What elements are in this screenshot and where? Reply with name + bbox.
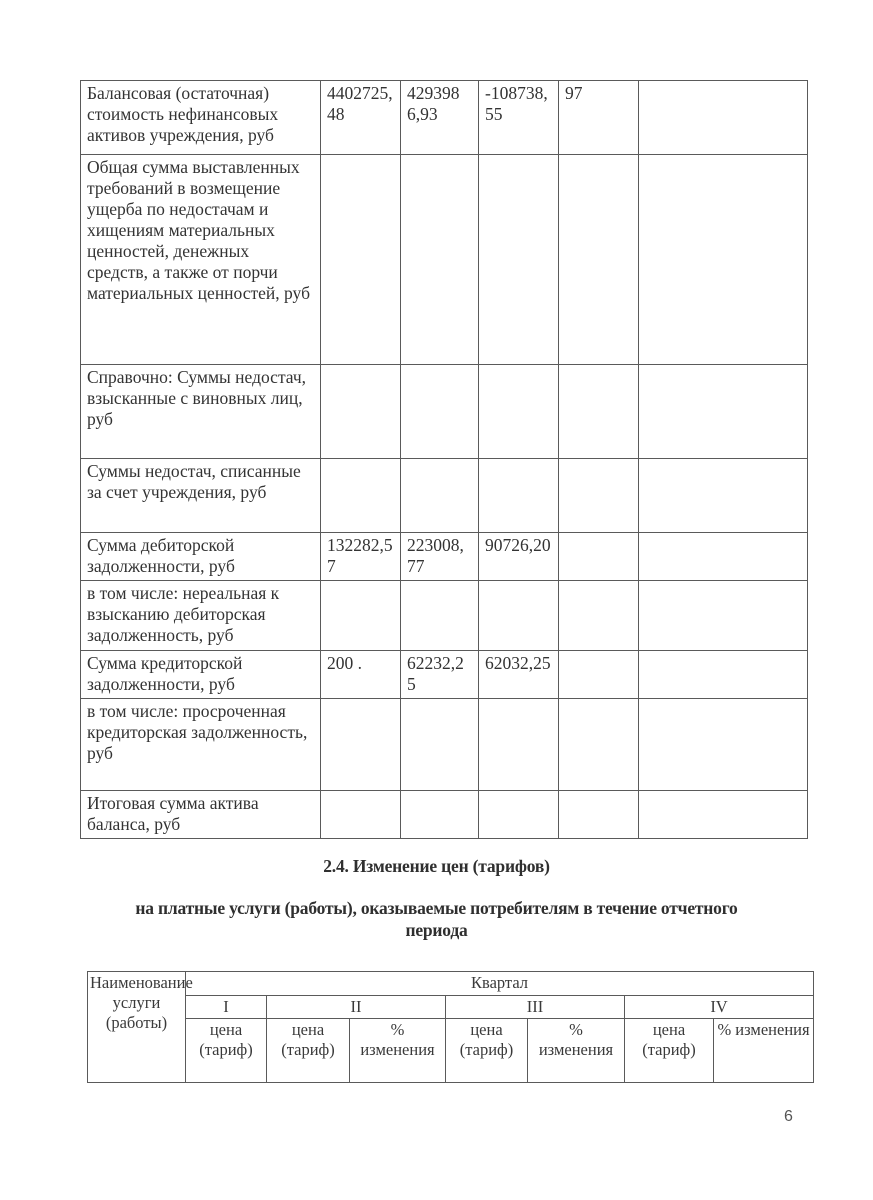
value-cell bbox=[479, 581, 559, 651]
row-label: в том числе: нереальная к взысканию дебиторская задолженность, руб bbox=[81, 581, 321, 651]
value-cell: 200 . bbox=[321, 651, 401, 699]
row-label: Суммы недостач, списанные за счет учреждения, руб bbox=[81, 459, 321, 533]
section-subtitle-line1: на платные услуги (работы), оказываемые потребителям в течение отчетного bbox=[135, 898, 738, 918]
row-label: Сумма кредиторской задолженности, руб bbox=[81, 651, 321, 699]
table-row bbox=[81, 533, 808, 581]
value-cell bbox=[559, 365, 639, 459]
value-cell: 4402725,48 bbox=[321, 81, 401, 155]
page-number: 6 bbox=[784, 1108, 793, 1125]
value-cell bbox=[559, 581, 639, 651]
quarter-header: Квартал bbox=[186, 972, 814, 996]
value-cell bbox=[639, 459, 808, 533]
table-row bbox=[81, 81, 808, 155]
value-cell: 62032,25 bbox=[479, 651, 559, 699]
row-label: в том числе: просроченная кредиторская задолженность, руб bbox=[81, 699, 321, 791]
value-cell bbox=[401, 459, 479, 533]
quarter-iii-header: III bbox=[446, 996, 625, 1019]
table-row bbox=[81, 699, 808, 791]
section-title: 2.4. Изменение цен (тарифов) bbox=[323, 856, 550, 876]
value-cell bbox=[639, 155, 808, 365]
value-cell bbox=[401, 791, 479, 839]
value-cell bbox=[321, 791, 401, 839]
table-row bbox=[81, 581, 808, 651]
row-label: Итоговая сумма актива баланса, руб bbox=[81, 791, 321, 839]
service-name-header: Наименование услуги (работы) bbox=[88, 972, 186, 1083]
row-label: Сумма дебиторской задолженности, руб bbox=[81, 533, 321, 581]
change-header: % изменения bbox=[528, 1019, 625, 1083]
value-cell bbox=[639, 365, 808, 459]
value-cell bbox=[639, 791, 808, 839]
value-cell bbox=[321, 155, 401, 365]
table-row bbox=[81, 365, 808, 459]
row-label: Справочно: Суммы недостач, взысканные с виновных лиц, руб bbox=[81, 365, 321, 459]
quarter-i-header: I bbox=[186, 996, 267, 1019]
value-cell: 223008,77 bbox=[401, 533, 479, 581]
value-cell bbox=[639, 533, 808, 581]
value-cell bbox=[639, 699, 808, 791]
value-cell: 62232,25 bbox=[401, 651, 479, 699]
value-cell bbox=[559, 155, 639, 365]
value-cell bbox=[401, 581, 479, 651]
value-cell bbox=[479, 365, 559, 459]
price-header: цена (тариф) bbox=[625, 1019, 714, 1083]
value-cell bbox=[559, 791, 639, 839]
value-cell bbox=[321, 699, 401, 791]
value-cell bbox=[639, 581, 808, 651]
value-cell: 90726,20 bbox=[479, 533, 559, 581]
value-cell bbox=[321, 581, 401, 651]
value-cell bbox=[639, 81, 808, 155]
value-cell bbox=[559, 651, 639, 699]
value-cell: 4293986,93 bbox=[401, 81, 479, 155]
table-row bbox=[81, 155, 808, 365]
value-cell bbox=[479, 699, 559, 791]
value-cell bbox=[479, 459, 559, 533]
value-cell bbox=[559, 459, 639, 533]
price-header: цена (тариф) bbox=[446, 1019, 528, 1083]
value-cell bbox=[479, 791, 559, 839]
row-label: Балансовая (остаточная) стоимость нефинансовых активов учреждения, руб bbox=[81, 81, 321, 155]
value-cell: -108738,55 bbox=[479, 81, 559, 155]
tariff-table bbox=[87, 971, 814, 1083]
price-header: цена (тариф) bbox=[267, 1019, 350, 1083]
value-cell: 97 bbox=[559, 81, 639, 155]
quarter-ii-header: II bbox=[267, 996, 446, 1019]
change-header: % изменения bbox=[714, 1019, 814, 1083]
change-header: % изменения bbox=[350, 1019, 446, 1083]
value-cell bbox=[559, 699, 639, 791]
row-label: Общая сумма выставленных требований в возмещение ущерба по недостачам и хищениям материальных ценностей, денежных средств, а также от порчи материальных ценностей, руб bbox=[81, 155, 321, 365]
quarter-iv-header: IV bbox=[625, 996, 814, 1019]
value-cell bbox=[401, 365, 479, 459]
value-cell bbox=[321, 459, 401, 533]
section-subtitle-line2: периода bbox=[405, 920, 468, 940]
value-cell bbox=[401, 699, 479, 791]
value-cell bbox=[321, 365, 401, 459]
value-cell bbox=[639, 651, 808, 699]
value-cell bbox=[559, 533, 639, 581]
value-cell bbox=[401, 155, 479, 365]
table-row bbox=[81, 651, 808, 699]
value-cell bbox=[479, 155, 559, 365]
table-row bbox=[81, 459, 808, 533]
value-cell: 132282,57 bbox=[321, 533, 401, 581]
price-header: цена (тариф) bbox=[186, 1019, 267, 1083]
balance-table bbox=[80, 80, 808, 839]
table-row bbox=[81, 791, 808, 839]
